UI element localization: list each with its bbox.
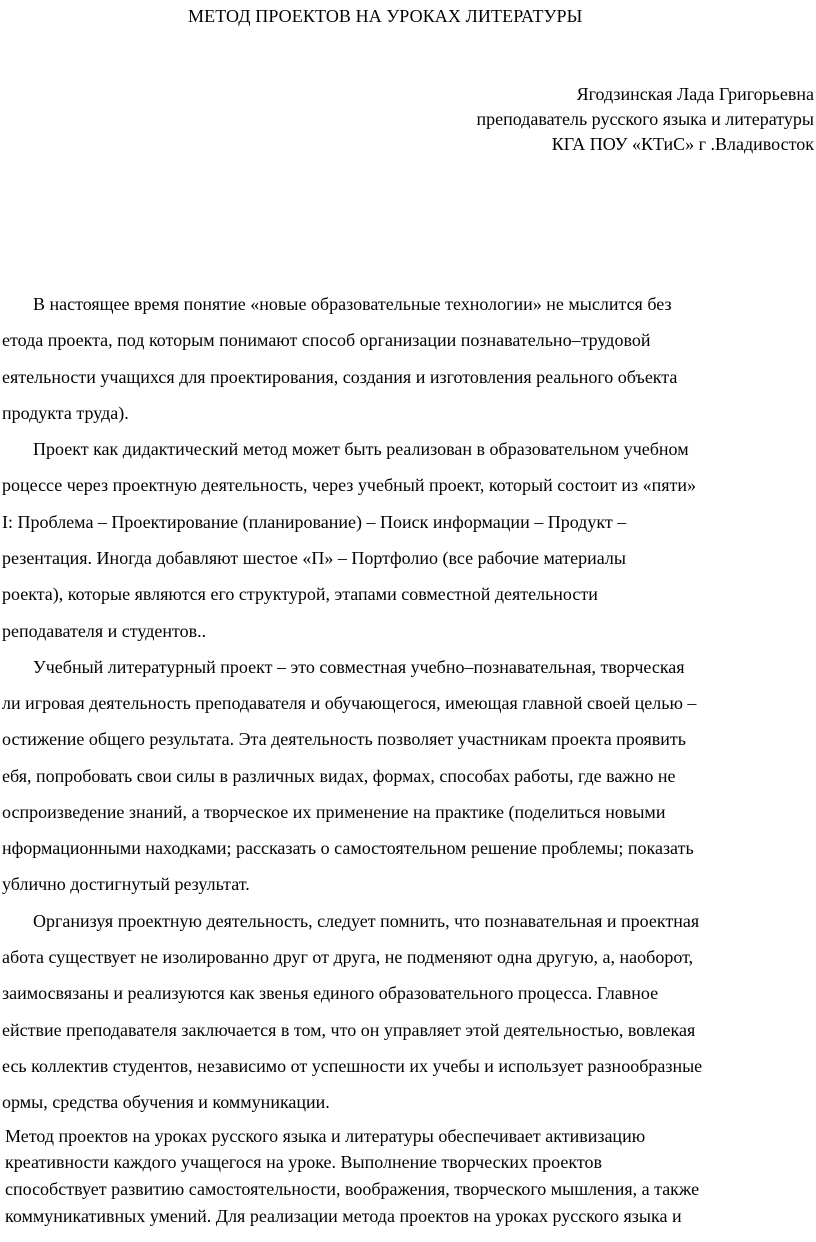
body-line: резентация. Иногда добавляют шестое «П» – Портфолио (все рабочие материалы: [2, 548, 626, 568]
body-line: креативности каждого учащегося на уроке. Выполнение творческих проектов: [5, 1152, 602, 1172]
body-line: ействие преподавателя заключается в том, что он управляет этой деятельностью, вовлекая: [2, 1020, 696, 1040]
body-line: роцессе через проектную деятельность, через учебный проект, который состоит из «пяти»: [2, 475, 696, 495]
body-line: Учебный литературный проект – это совместная учебно–познавательная, творческая: [33, 657, 685, 677]
body-line: реподавателя и студентов..: [2, 621, 207, 641]
body-line: оспроизведение знаний, а творческое их применение на практике (поделиться новыми: [2, 802, 666, 822]
author-position: преподаватель русского языка и литературы: [476, 109, 814, 129]
body-line: нформационными находками; рассказать о самостоятельном решение проблемы; показать: [2, 838, 694, 858]
body-line: Организуя проектную деятельность, следует помнить, что познавательная и проектная: [33, 911, 700, 931]
body-line: продукта труда).: [2, 403, 129, 423]
body-line: Проект как дидактический метод может быть реализован в образовательном учебном: [33, 439, 689, 459]
body-line: способствует развитию самостоятельности, воображения, творческого мышления, а также: [5, 1179, 700, 1199]
body-line: заимосвязаны и реализуются как звенья единого образовательного процесса. Главное: [2, 983, 659, 1003]
body-line: I: Проблема – Проектирование (планирование) – Поиск информации – Продукт –: [2, 512, 627, 532]
body-line: В настоящее время понятие «новые образовательные технологии» не мыслится без: [33, 294, 672, 314]
body-line: етода проекта, под которым понимают способ организации познавательно–трудовой: [2, 330, 651, 350]
body-line: есь коллектив студентов, независимо от успешности их учебы и использует разнообразные: [2, 1056, 703, 1076]
body-line: ублично достигнутый результат.: [2, 874, 250, 894]
body-line: коммуникативных умений. Для реализации метода проектов на уроках русского языка и: [5, 1206, 682, 1226]
author-block: [476, 82, 814, 157]
body-line: роекта), которые являются его структурой, этапами совместной деятельности: [2, 584, 598, 604]
body-line: Метод проектов на уроках русского языка и литературы обеспечивает активизацию: [5, 1126, 646, 1146]
body-line: остижение общего результата. Эта деятельность позволяет участникам проекта проявить: [2, 729, 686, 749]
body-line: ебя, попробовать свои силы в различных видах, формах, способах работы, где важно не: [2, 766, 676, 786]
body-line: абота существует не изолированно друг от друга, не подменяют одна другую, а, наоборот,: [2, 947, 694, 967]
body-line: ормы, средства обучения и коммуникации.: [2, 1092, 330, 1112]
body-line: ли игровая деятельность преподавателя и обучающегося, имеющая главной своей целью –: [2, 693, 697, 713]
author-name: Ягодзинская Лада Григорьевна: [576, 84, 814, 104]
document-title: МЕТОД ПРОЕКТОВ НА УРОКАХ ЛИТЕРАТУРЫ: [188, 6, 583, 26]
author-institution: КГА ПОУ «КТиС» г .Владивосток: [551, 134, 814, 154]
body-line: еятельности учащихся для проектирования, создания и изготовления реального объекта: [2, 367, 678, 387]
